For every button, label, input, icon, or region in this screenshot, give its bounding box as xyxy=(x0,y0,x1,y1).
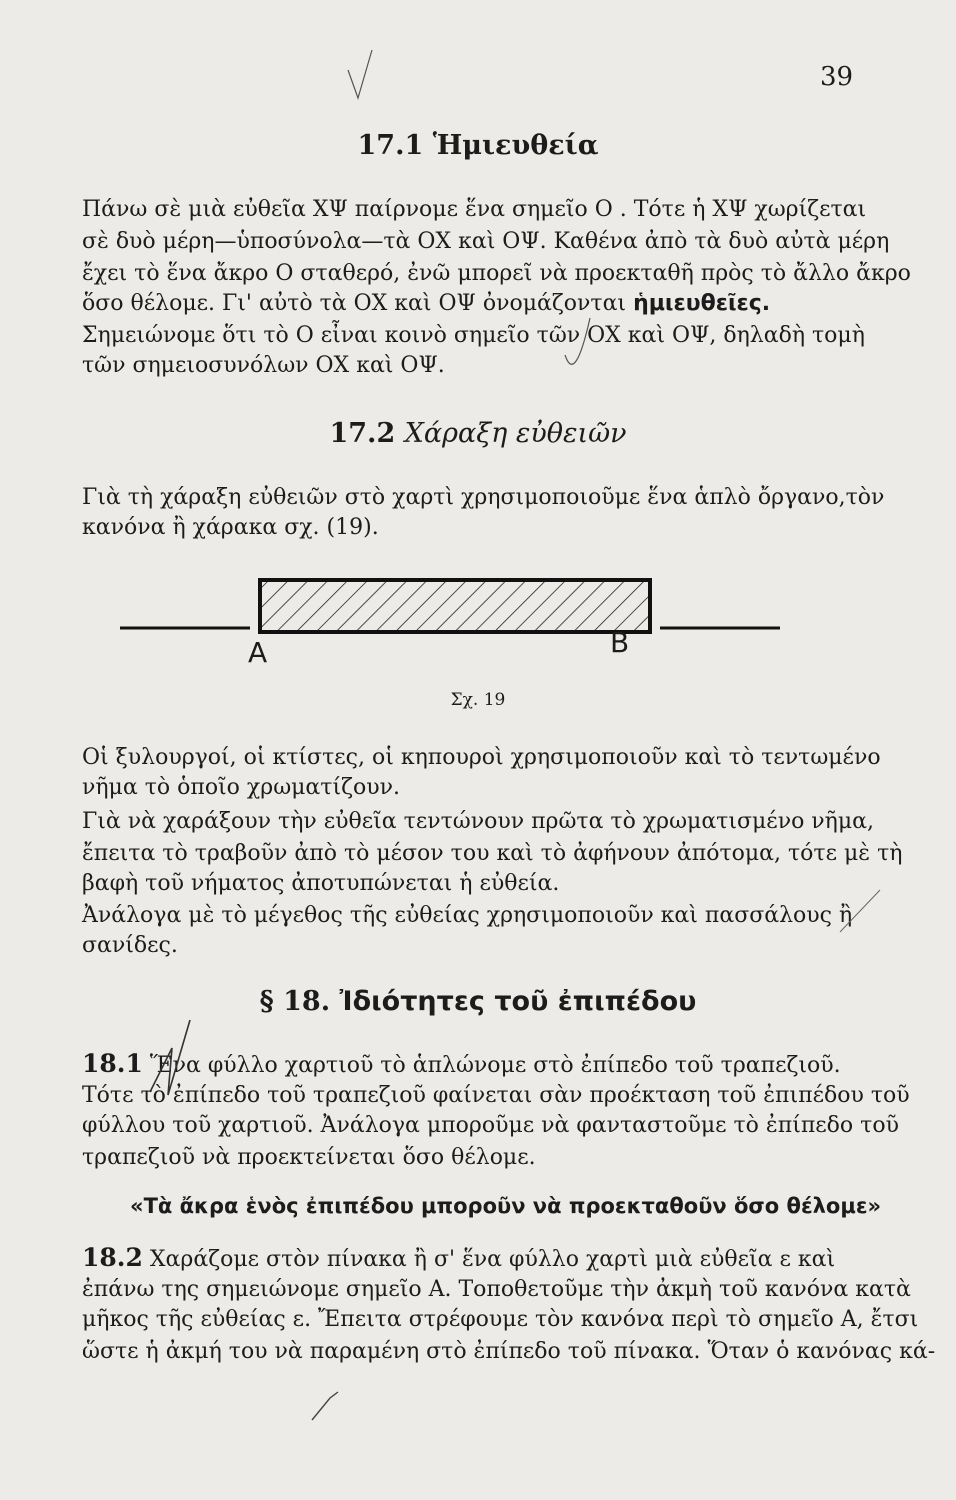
section-title: Χάραξη εὐθειῶν xyxy=(404,418,627,449)
text-line: σὲ δυὸ μέρη—ὑποσύνολα—τὰ ΟΧ καὶ ΟΨ. Καθένα ἀπὸ τὰ δυὸ αὐτὰ μέρη xyxy=(82,229,890,254)
section-sign: § 18. xyxy=(259,986,331,1017)
text-line: ὥστε ἡ ἀκμή του νὰ παραμένη στὸ ἐπίπεδο τοῦ πίνακα. Ὅταν ὁ κανόνας κά- xyxy=(82,1339,936,1364)
point-b-label: Β xyxy=(610,626,630,659)
section-title: Ἡμιευθεία xyxy=(432,130,599,161)
text-line: μῆκος τῆς εὐθείας ε. Ἔπειτα στρέφουμε τὸν κανόνα περὶ τὸ σημεῖο Α, ἔτσι xyxy=(82,1307,919,1332)
text-line: Σημειώνομε ὅτι τὸ Ο εἶναι κοινὸ σημεῖο τῶν ΟΧ καὶ ΟΨ, δηλαδὴ τομὴ xyxy=(82,323,865,348)
defined-term: ἡμιευθεῖες. xyxy=(633,291,771,316)
text-line: νῆμα τὸ ὁποῖο χρωματίζουν. xyxy=(82,775,400,800)
emphasized-quote: «Τὰ ἄκρα ἑνὸς ἐπιπέδου μποροῦν νὰ προεκταθοῦν ὅσο θέλομε» xyxy=(130,1194,882,1218)
text-line: Γιὰ νὰ χαράξουν τὴν εὐθεῖα τεντώνουν πρῶτα τὸ χρωματισμένο νῆμα, xyxy=(82,809,875,834)
text-line: σανίδες. xyxy=(82,933,178,958)
text-line: κανόνα ἢ χάρακα σχ. (19). xyxy=(82,515,379,540)
text-line: τραπεζιοῦ νὰ προεκτείνεται ὅσο θέλομε. xyxy=(82,1145,536,1170)
section-number: 17.1 xyxy=(357,130,424,161)
section-number: 17.2 xyxy=(329,418,396,449)
text-span: ὅσο θέλομε. Γι' αὐτὸ τὰ ΟΧ καὶ ΟΨ ὀνομάζονται xyxy=(82,291,627,316)
pencil-mark xyxy=(565,318,590,364)
pencil-mark xyxy=(840,890,880,932)
pencil-mark xyxy=(312,1392,338,1420)
page-number: 39 xyxy=(820,62,854,92)
text-line: βαφὴ τοῦ νήματος ἀποτυπώνεται ἡ εὐθεία. xyxy=(82,871,560,896)
text-line: φύλλου τοῦ χαρτιοῦ. Ἀνάλογα μποροῦμε νὰ φανταστοῦμε τὸ ἐπίπεδο τοῦ xyxy=(82,1113,899,1138)
text-line: Ἀνάλογα μὲ τὸ μέγεθος τῆς εὐθείας χρησιμοποιοῦν καὶ πασσάλους ἢ xyxy=(82,903,853,928)
text-line: Τότε τὸ ἐπίπεδο τοῦ τραπεζιοῦ φαίνεται σὰν προέκταση τοῦ ἐπιπέδου τοῦ xyxy=(82,1083,910,1108)
text-line: ἐπάνω της σημειώνομε σημεῖο Α. Τοποθετοῦμε τὴν ἀκμὴ τοῦ κανόνα κατὰ xyxy=(82,1277,911,1302)
section-title: Ἰδιότητες τοῦ ἐπιπέδου xyxy=(339,986,697,1017)
text-line: ἔπειτα τὸ τραβοῦν ἀπὸ τὸ μέσον του καὶ τὸ ἀφήνουν ἀπότομα, τότε μὲ τὴ xyxy=(82,841,903,866)
pencil-mark xyxy=(348,50,372,98)
pencil-mark xyxy=(150,1020,190,1095)
paragraph-number: 18.2 xyxy=(82,1243,143,1272)
text-line: Πάνω σὲ μιὰ εὐθεῖα ΧΨ παίρνομε ἕνα σημεῖο Ο . Τότε ἡ ΧΨ χωρίζεται xyxy=(82,197,867,222)
point-a-label: Α xyxy=(248,636,268,669)
text-span: Ἕνα φύλλο χαρτιοῦ τὸ ἁπλώνομε στὸ ἐπίπεδο τοῦ τραπεζιοῦ. xyxy=(149,1053,841,1078)
text-line: ἔχει τὸ ἕνα ἄκρο Ο σταθερό, ἐνῶ μπορεῖ νὰ προεκταθῆ πρὸς τὸ ἄλλο ἄκρο xyxy=(82,261,911,286)
figure-caption: Σχ. 19 xyxy=(450,690,506,710)
text-line: Γιὰ τὴ χάραξη εὐθειῶν στὸ χαρτὶ χρησιμοποιοῦμε ἕνα ἁπλὸ ὄργανο,τὸν xyxy=(82,485,885,510)
text-line: τῶν σημειοσυνόλων ΟΧ καὶ ΟΨ. xyxy=(82,353,445,378)
text-span: Χαράζομε στὸν πίνακα ἢ σ' ἕνα φύλλο χαρτὶ μιὰ εὐθεῖα ε καὶ xyxy=(149,1247,836,1272)
paragraph-number: 18.1 xyxy=(82,1049,143,1078)
text-line: Οἱ ξυλουργοί, οἱ κτίστες, οἱ κηπουροὶ χρησιμοποιοῦν καὶ τὸ τεντωμένο xyxy=(82,745,881,770)
